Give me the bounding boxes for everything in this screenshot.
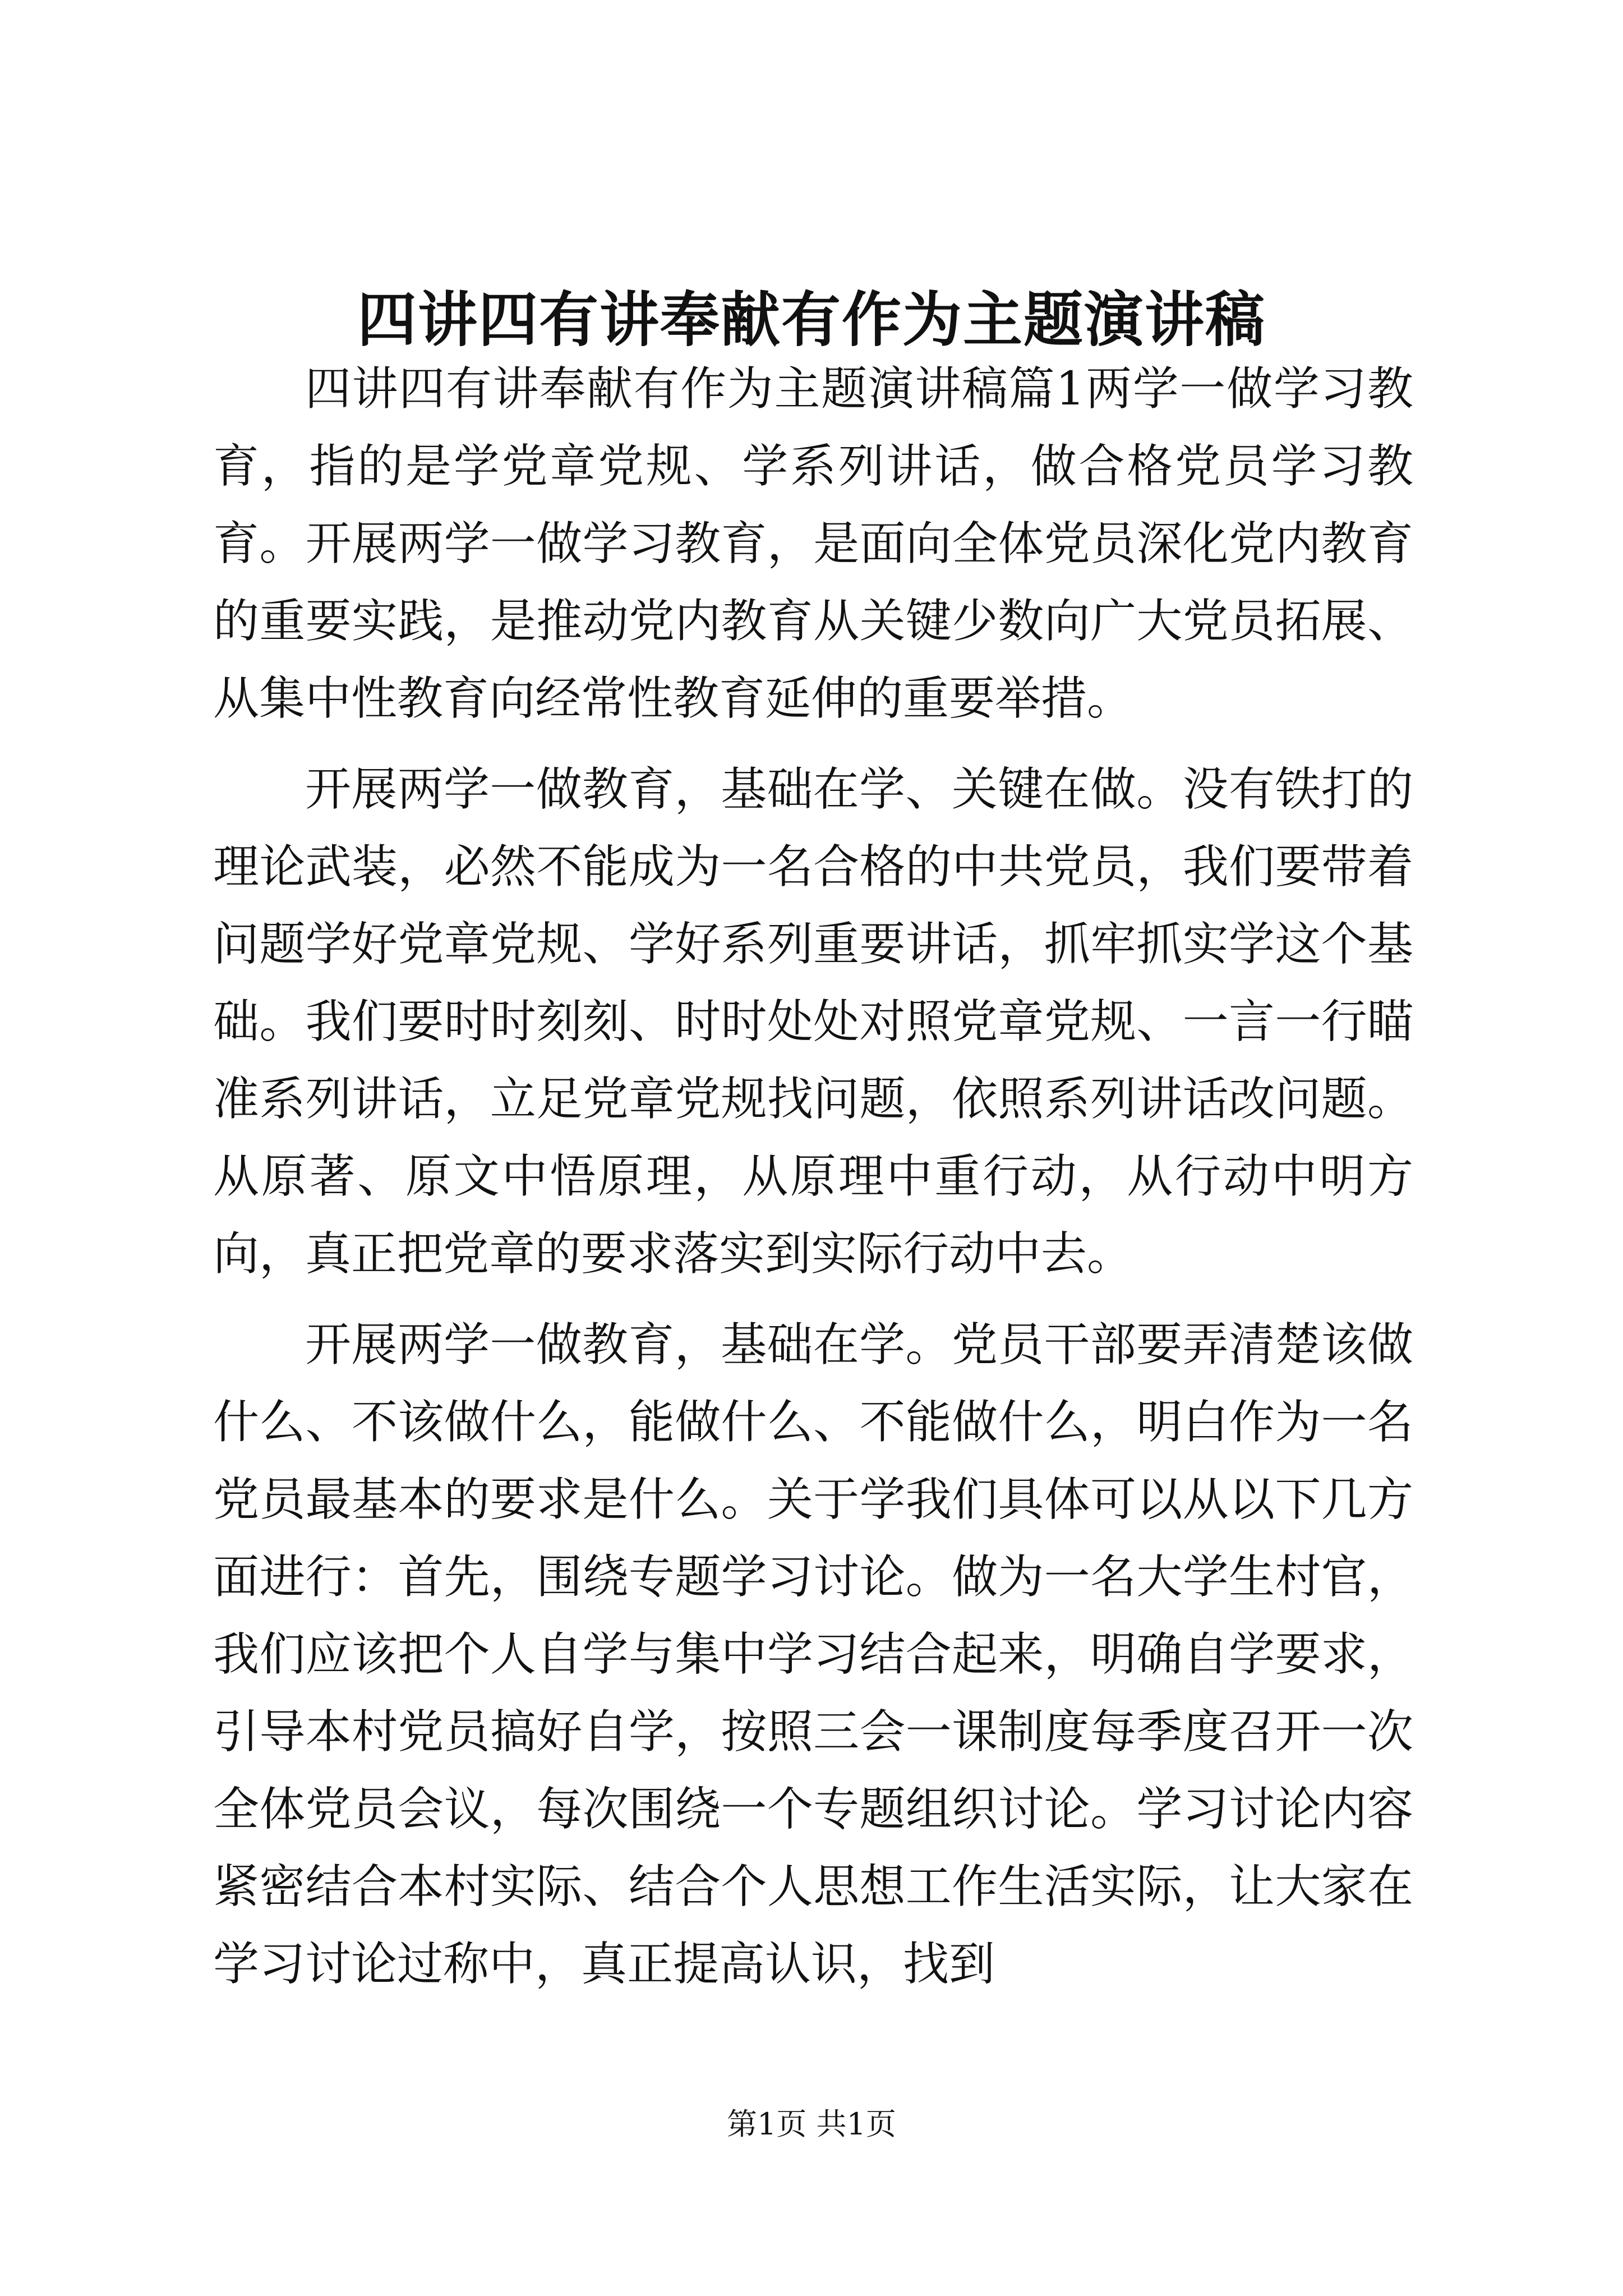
page-footer: 第1页 共1页: [727, 2106, 896, 2142]
paragraph-1: 四讲四有讲奉献有作为主题演讲稿篇1两学一做学习教育，指的是学党章党规、学系列讲话，做合格党员学习教育。开展两学一做学习教育，是面向全体党员深化党内教育的重要实践，是推动党内教育从关键少数向广大党员拓展、从集中性教育向经常性教育延伸的重要举措。: [213, 362, 1413, 725]
paragraph-3: 开展两学一做教育，基础在学。党员干部要弄清楚该做什么、不该做什么，能做什么、不能做什么，明白作为一名党员最基本的要求是什么。关于学我们具体可以从以下几方面进行：首先，围绕专题学习讨论。做为一名大学生村官，我们应该把个人自学与集中学习结合起来，明确自学要求，引导本村党员搞好自学，按照三会一课制度每季度召开一次全体党员会议，每次围绕一个专题组织讨论。学习讨论内容紧密结合本村实际、结合个人思想工作生活实际，让大家在学习讨论过称中，真正提高认识，找到: [213, 1318, 1413, 1991]
document-title: 四讲四有讲奉献有作为主题演讲稿: [357, 284, 1266, 355]
document-body: [213, 351, 1413, 2003]
paragraph-2: 开展两学一做教育，基础在学、关键在做。没有铁打的理论武装，必然不能成为一名合格的中共党员，我们要带着问题学好党章党规、学好系列重要讲话，抓牢抓实学这个基础。我们要时时刻刻、时时处处对照党章党规、一言一行瞄准系列讲话，立足党章党规找问题，依照系列讲话改问题。从原著、原文中悟原理，从原理中重行动，从行动中明方向，真正把党章的要求落实到实际行动中去。: [213, 763, 1413, 1281]
